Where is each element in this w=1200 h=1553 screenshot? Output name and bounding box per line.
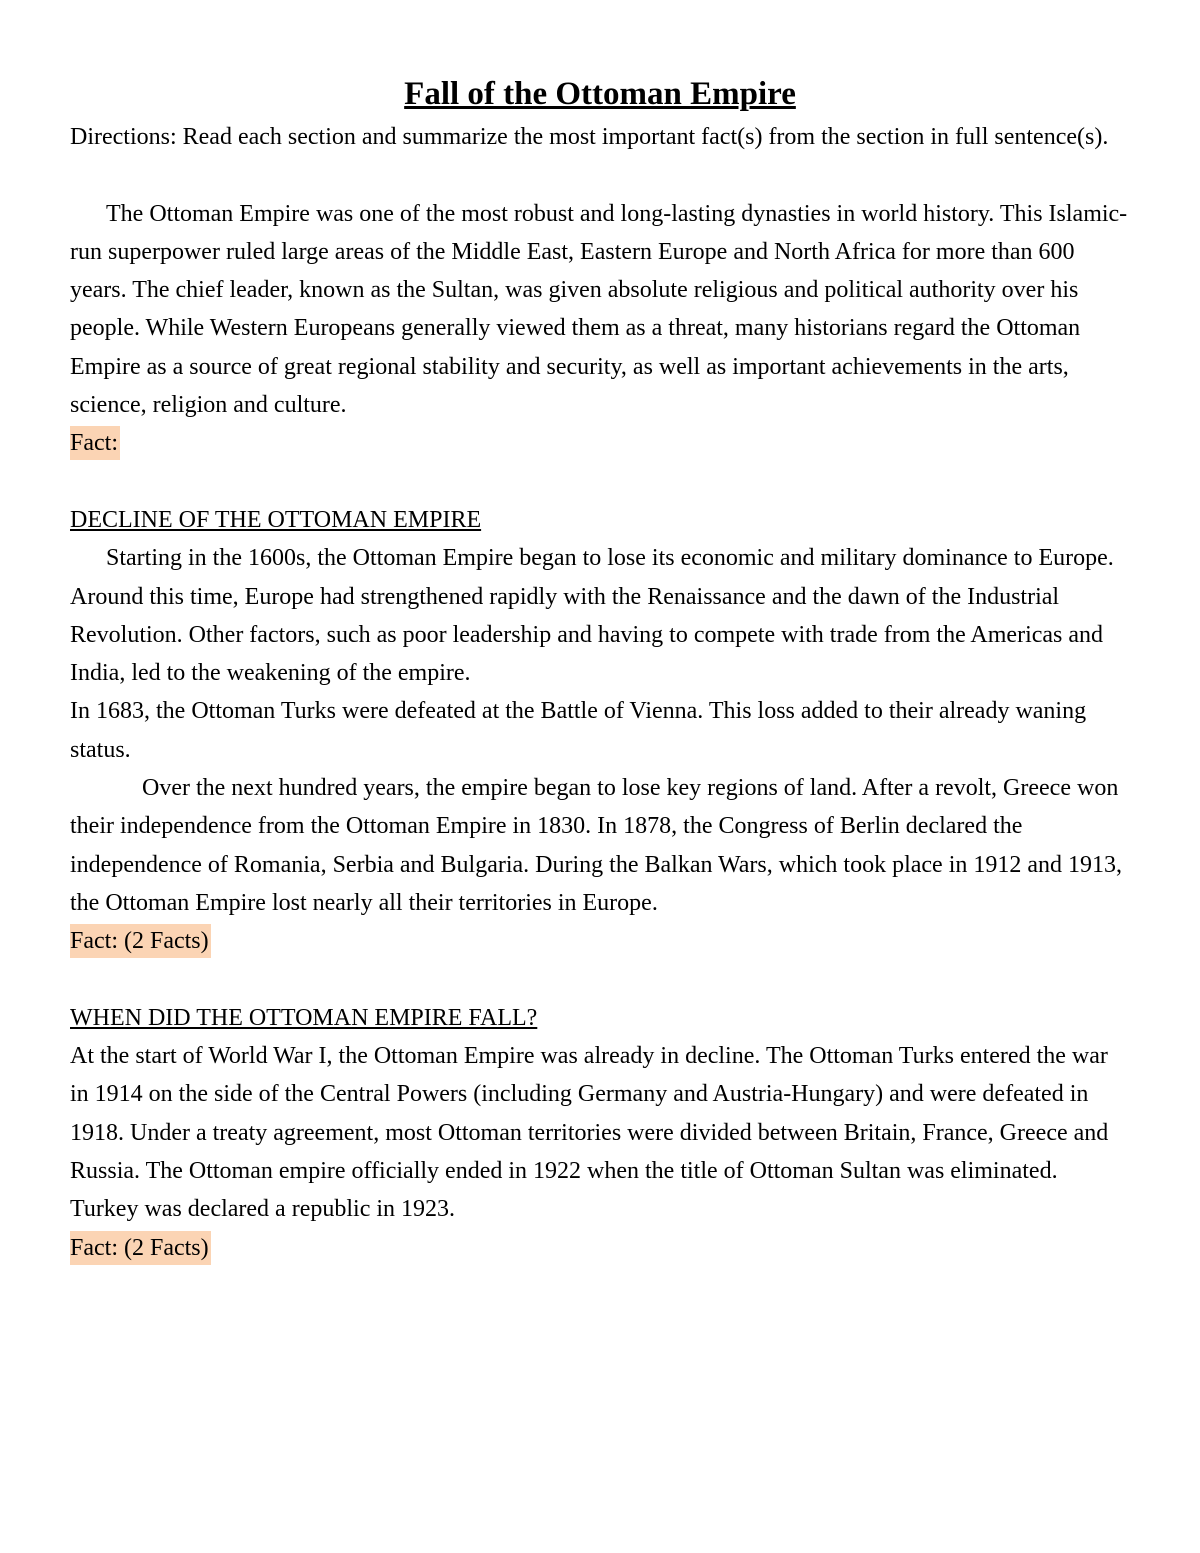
fall-heading: WHEN DID THE OTTOMAN EMPIRE FALL? — [70, 1004, 538, 1031]
intro-fact-line[interactable] — [70, 424, 1130, 462]
spacer — [70, 961, 1130, 999]
spacer — [70, 463, 1130, 501]
fall-fact-line[interactable] — [70, 1229, 1130, 1267]
decline-fact-label: Fact: (2 Facts) — [70, 924, 211, 958]
fall-fact-label: Fact: (2 Facts) — [70, 1231, 211, 1265]
document-title: Fall of the Ottoman Empire — [404, 76, 796, 112]
spacer — [70, 156, 1130, 194]
document-page — [70, 70, 1130, 1267]
decline-fact-line[interactable] — [70, 922, 1130, 960]
intro-paragraph: The Ottoman Empire was one of the most robust and long-lasting dynasties in world history. This Islamic-run superpower ruled large areas of the Middle East, Eastern Europe and North Africa for more than 600 years. The chief leader, known as the Sultan, was given absolute religious and political authority over his people. While Western Europeans generally viewed them as a threat, many historians regard the Ottoman Empire as a source of great regional stability and security, as well as important achievements in the arts, science, religion and culture. — [70, 200, 1128, 419]
decline-paragraph-3: Over the next hundred years, the empire began to lose key regions of land. After a revolt, Greece won their independence from the Ottoman Empire in 1830. In 1878, the Congress of Berlin declared the independence of Romania, Serbia and Bulgaria. During the Balkan Wars, which took place in 1912 and 1913, the Ottoman Empire lost nearly all their territories in Europe. — [70, 775, 1123, 916]
decline-paragraph-1: Starting in the 1600s, the Ottoman Empire began to lose its economic and military dominance to Europe. Around this time, Europe had strengthened rapidly with the Renaissance and the dawn of the Industrial Revolution. Other factors, such as poor leadership and having to compete with trade from the Americas and India, led to the weakening of the empire. — [70, 545, 1114, 687]
decline-heading: DECLINE OF THE OTTOMAN EMPIRE — [70, 506, 482, 533]
intro-fact-label: Fact: — [70, 426, 120, 460]
fall-paragraph: At the start of World War I, the Ottoman Empire was already in decline. The Ottoman Turks entered the war in 1914 on the side of the Central Powers (including Germany and Austria-Hungary) and were defeated in 1918. Under a treaty agreement, most Ottoman territories were divided between Britain, France, Greece and Russia. The Ottoman empire officially ended in 1922 when the title of Ottoman Sultan was eliminated. Turkey was declared a republic in 1923. — [70, 1043, 1109, 1223]
decline-paragraph-2: In 1683, the Ottoman Turks were defeated at the Battle of Vienna. This loss added to their already waning status. — [70, 698, 1087, 763]
directions-text: Directions: Read each section and summarize the most important fact(s) from the section in full sentence(s). — [70, 124, 1109, 150]
